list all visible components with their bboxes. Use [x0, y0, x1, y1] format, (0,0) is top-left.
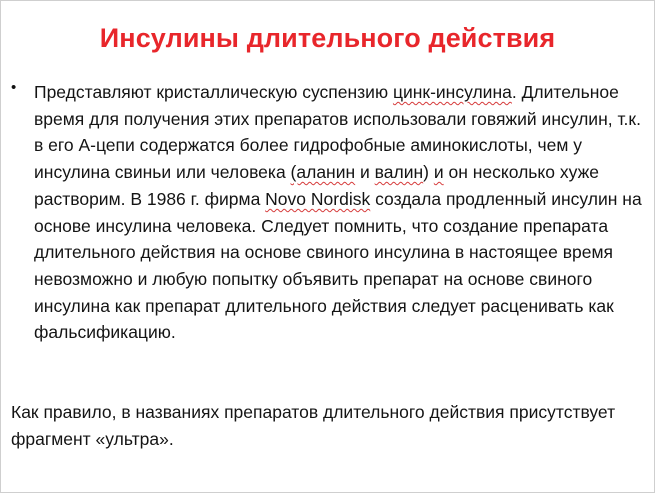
spellcheck-word: валин: [374, 162, 424, 183]
bullet-paragraph: [34, 79, 643, 346]
bullet-item: [11, 79, 643, 346]
spellcheck-word: и: [433, 162, 444, 183]
text-run: и: [355, 162, 375, 183]
spellcheck-word: цинк-инсулина: [392, 82, 512, 102]
spellcheck-word: Novo Nordisk: [265, 188, 371, 209]
text-run: он несколько хуже растворим. В 1986 г. фирма: [34, 162, 600, 209]
text-run: Представляют кристаллическую суспензию: [34, 82, 393, 102]
text-run: ): [423, 162, 434, 183]
note-paragraph: Как правило, в названиях препаратов длительного действия присутствует фрагмент «ультра».: [11, 402, 616, 449]
bullet-marker: •: [11, 79, 17, 96]
text-run: создала продленный инсулин на основе инсулина человека. Следует помнить, что создание препарата длительного действия на основе свиного инсулина в настоящее время невозможно и любую попытку объявить препарат на основе свиного инсулина как препарат длительного действия следует расценивать как фальсификацию.: [34, 188, 642, 343]
slide-title: Инсулины длительного действия: [99, 23, 556, 53]
spellcheck-word: (аланин: [290, 162, 356, 183]
text-run: . Длительное время для получения этих препаратов использовали говяжий инсулин, т.к. в его А-цепи содержатся более гидрофобные аминокислоты, чем у инсулина свиньи или человека: [34, 82, 641, 183]
